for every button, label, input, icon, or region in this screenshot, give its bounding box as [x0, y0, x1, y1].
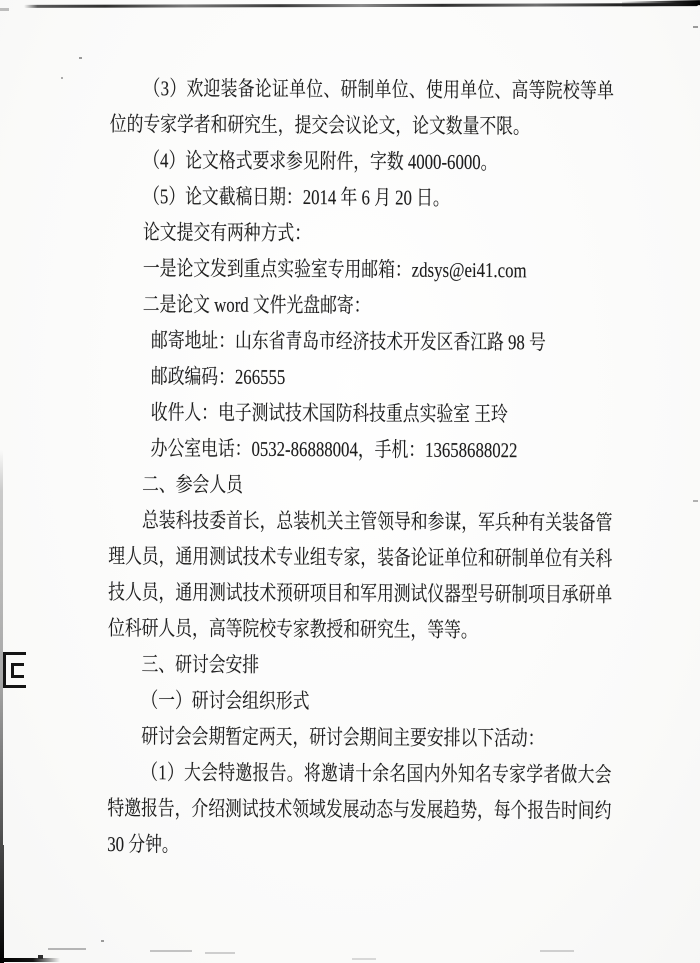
scan-smudge [205, 952, 235, 954]
para-postal-code: 邮政编码：266555 [150, 364, 286, 389]
binding-mark-inner [11, 663, 24, 678]
para-item-5-deadline: （5）论文截稿日期：2014 年 6 月 20 日。 [143, 184, 450, 210]
para-submission-mail: 二是论文 word 文件光盘邮寄： [142, 292, 371, 318]
para-schedule-intro: 研讨会会期暂定两天，研讨会期间主要安排以下活动： [141, 724, 545, 751]
scan-speckle [693, 500, 698, 502]
heading-org-format: （一）研讨会组织形式 [141, 688, 310, 714]
scanner-corner-bottom-left-horizontal [0, 958, 60, 962]
scan-smudge [540, 950, 574, 952]
para-participants: 总装科技委首长，总装机关主管领导和参谋，军兵种有关装备管理人员，通用测试技术专业组专家，装备论证单位和研制单位有关科技人员，通用测试技术预研项目和军用测试仪器型号研制项目承研单位科研人员，高等院校专家教授和研究生，等等。 [108, 508, 613, 643]
para-item-3-welcome: （3）欢迎装备论证单位、研制单位、使用单位、高等院校等单位的专家学者和研究生，提交会议论文，论文数量不限。 [109, 76, 614, 139]
scan-speckle [101, 940, 104, 942]
para-recipient: 收件人：电子测试技术国防科技重点实验室 王玲 [150, 400, 508, 427]
para-mail-address: 邮寄地址：山东省青岛市经济技术开发区香江路 98 号 [151, 328, 546, 355]
scan-speckle [79, 57, 82, 59]
heading-section-2-participants: 二、参会人员 [142, 472, 243, 497]
scan-smudge [150, 950, 192, 952]
scanner-edge-top-line [24, 3, 698, 8]
scan-smudge [352, 958, 376, 960]
para-invited-reports: （1）大会特邀报告。将邀请十余名国内外知名专家学者做大会特邀报告，介绍测试技术领域发展动态与发展趋势，每个报告时间约 30 分钟。 [107, 760, 612, 857]
para-item-4-format: （4）论文格式要求参见附件，字数 4000-6000。 [143, 148, 498, 175]
document-body [107, 70, 614, 865]
scan-speckle [0, 8, 9, 11]
scan-smudge [48, 948, 86, 950]
para-submission-intro: 论文提交有两种方式： [142, 220, 312, 246]
scan-speckle [693, 26, 698, 28]
para-submission-email: 一是论文发到重点实验室专用邮箱：zdsys@ei41.com [142, 256, 527, 283]
scan-speckle [61, 77, 63, 79]
scanner-corner-bottom-left-vertical [0, 845, 4, 963]
scan-speckle [38, 955, 43, 959]
heading-section-3-arrangement: 三、研讨会安排 [141, 652, 260, 677]
para-office-phone: 办公室电话：0532-86888004，手机：13658688022 [150, 436, 518, 463]
